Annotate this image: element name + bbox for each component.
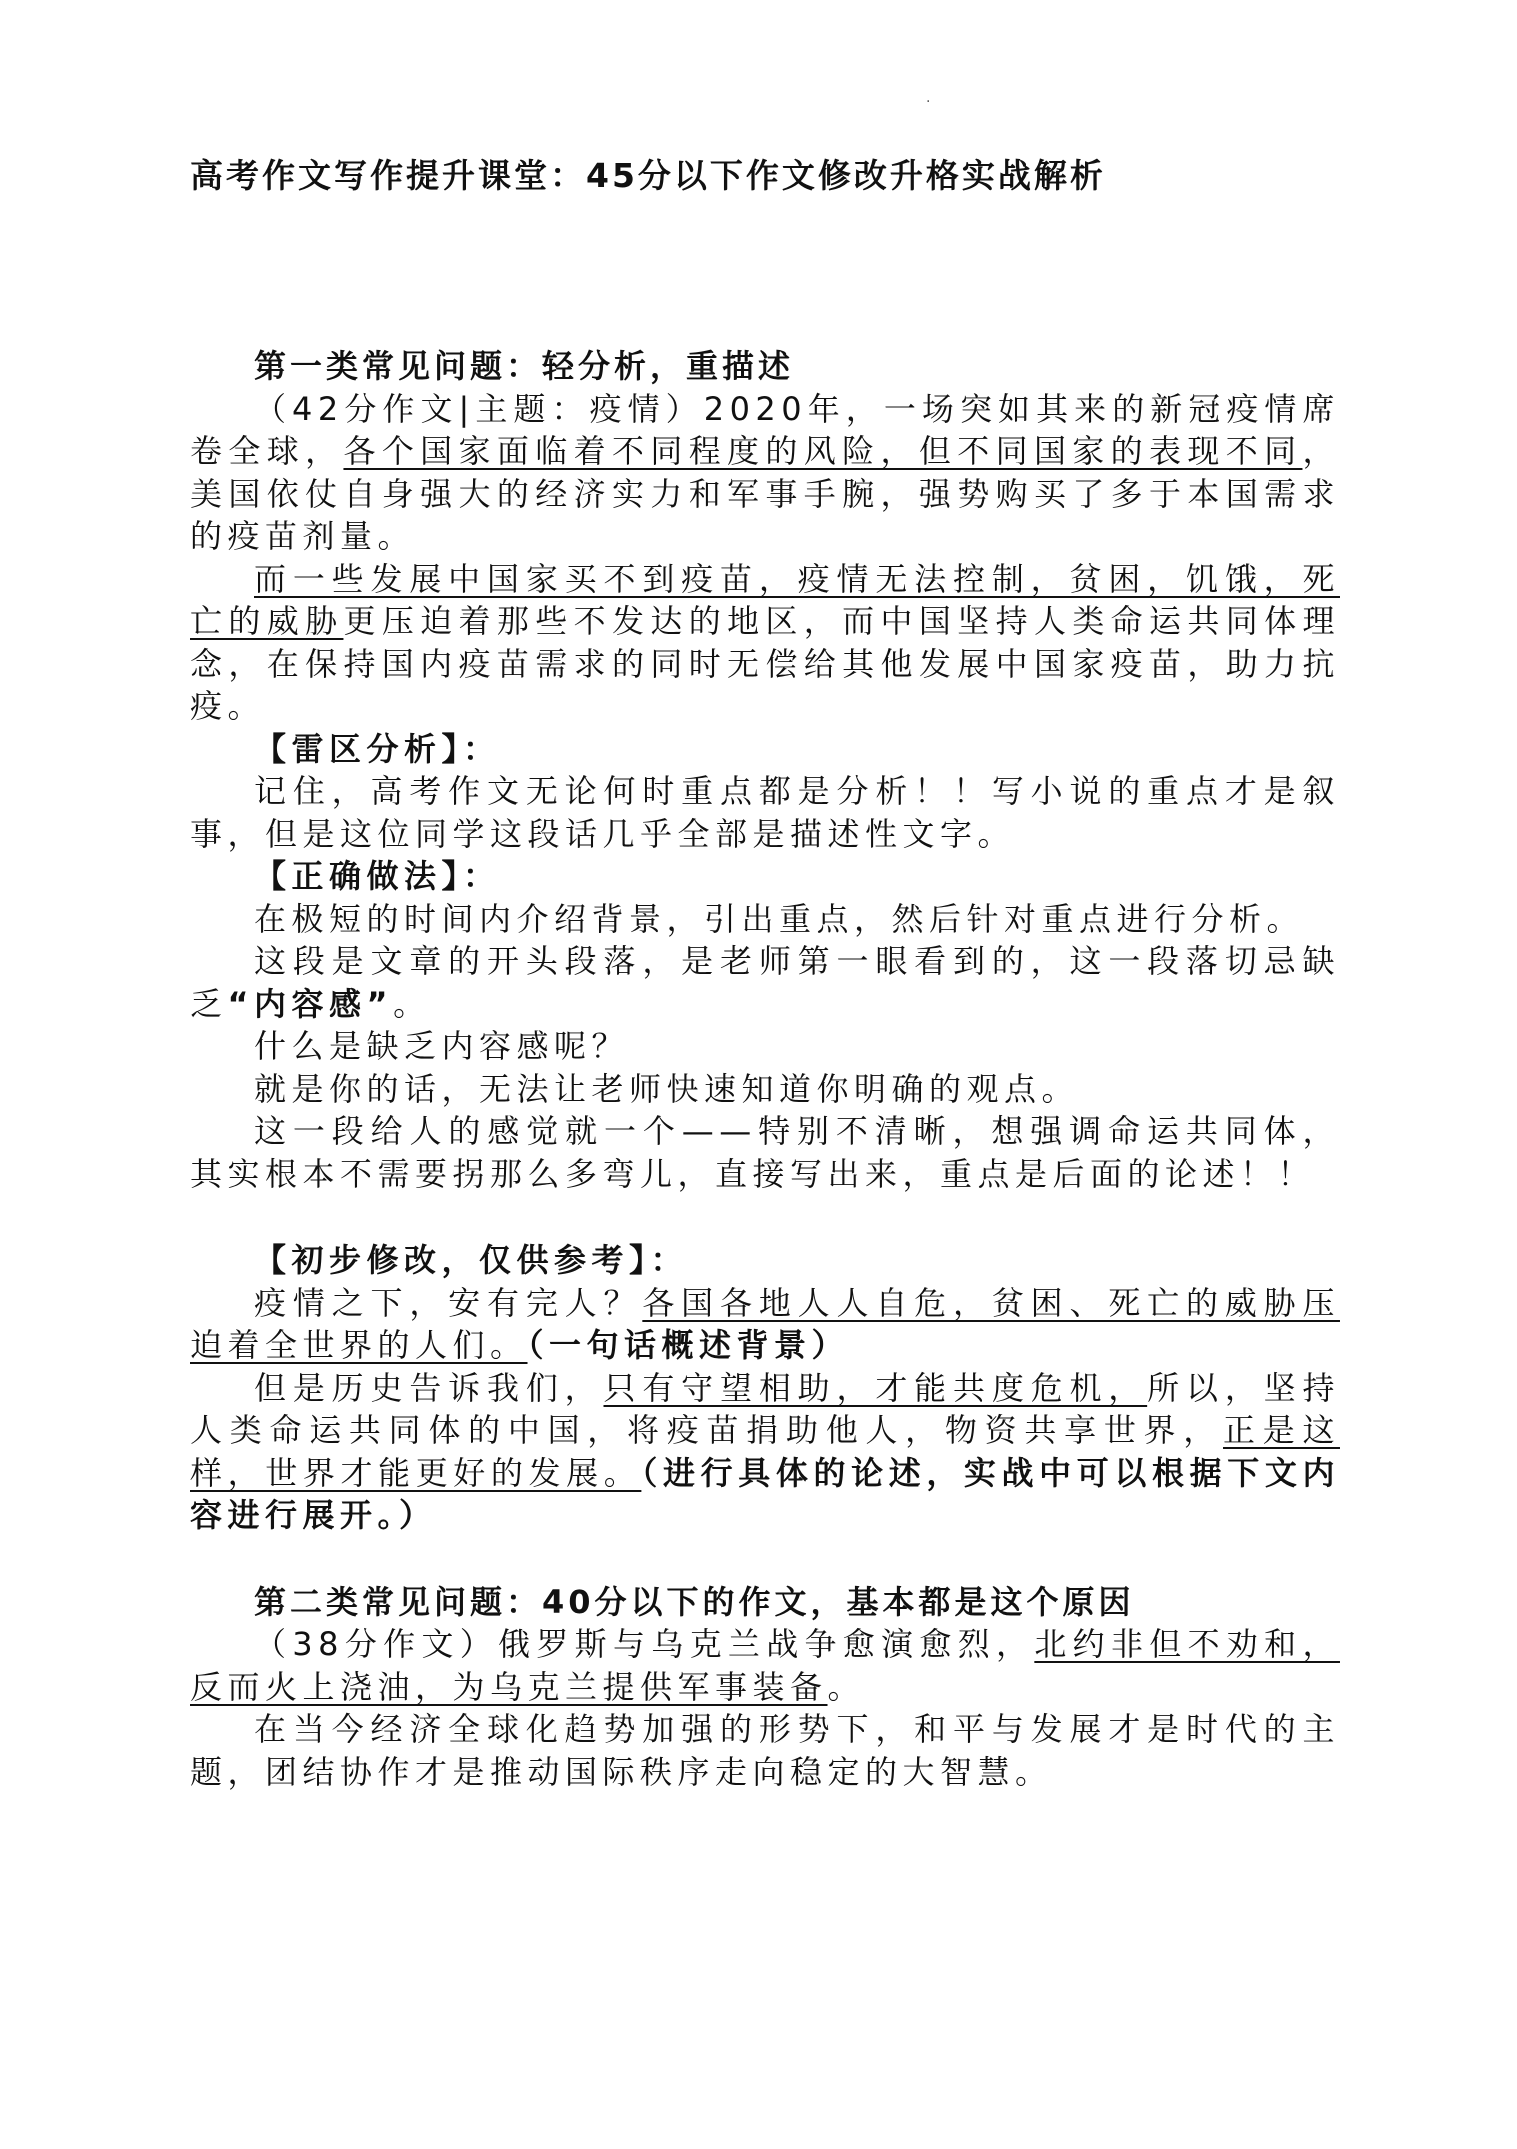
- underlined-text: 正是这样，世界才能更好的发展。: [190, 1411, 1340, 1492]
- text-run: 。: [393, 984, 431, 1023]
- revision-paragraph-2: [190, 1367, 1340, 1537]
- bold-text: （进行具体的论述，实战中可以根据下文内容进行展开。）: [190, 1453, 1340, 1534]
- underlined-text: 各国各地人人自危，贫困、死亡的威胁压迫着全世界的人们。: [190, 1283, 1340, 1364]
- minefield-analysis-text: 记住，高考作文无论何时重点都是分析！！写小说的重点才是叙事，但是这位同学这段话几乎全部是描述性文字。: [190, 772, 1340, 853]
- underlined-text: 只有守望相助，才能共度危机，: [603, 1368, 1148, 1407]
- text-run: 这段是文章的开头段落，是老师第一眼看到的，这一段落切忌缺乏: [190, 942, 1340, 1023]
- question-text: 什么是缺乏内容感呢？: [254, 1027, 630, 1065]
- correct-method-text: 在极短的时间内介绍背景，引出重点，然后针对重点进行分析。: [254, 899, 1305, 938]
- answer-text: 就是你的话，无法让老师快速知道你明确的观点。: [254, 1069, 1080, 1108]
- document-body: [190, 345, 1340, 1793]
- section1-paragraph-1: [190, 388, 1340, 558]
- bold-text: “内容感”: [227, 984, 394, 1023]
- text-run: （38分作文）俄罗斯与乌克兰战争愈演愈烈，: [254, 1625, 1035, 1663]
- section1-heading: 第一类常见问题：轻分析，重描述: [254, 347, 795, 385]
- opening-paragraph-note: [190, 940, 1340, 1025]
- text-run: （42分作文|主题：疫情）2020年，一场突如其来的新冠疫情席卷全球，: [190, 389, 1340, 470]
- underlined-text: 各个国家面临着不同程度的风险，但不同国家的表现不同: [343, 432, 1303, 470]
- bold-text: （一句话概述背景）: [527, 1326, 850, 1364]
- blank-line: [190, 1195, 1340, 1239]
- section2-paragraph-2: 在当今经济全球化趋势加强的形势下，和平与发展才是时代的主题，团结协作才是推动国际秩序走向稳定的大智慧。: [190, 1710, 1340, 1791]
- text-run: 更压迫着那些不发达的地区，而中国坚持人类命运共同体理念，在保持国内疫苗需求的同时无偿给其他发展中国家疫苗，助力抗疫。: [190, 602, 1340, 725]
- revision-paragraph-1: [190, 1282, 1340, 1367]
- section1-paragraph-2: [190, 558, 1340, 728]
- correct-method-label: 【正确做法】：: [254, 857, 501, 895]
- blank-line: [190, 1537, 1340, 1581]
- revision-label: 【初步修改，仅供参考】：: [254, 1241, 689, 1279]
- section2-paragraph-1: [190, 1623, 1340, 1708]
- text-run: 。: [827, 1667, 866, 1706]
- underlined-text: 而一些发展中国家买不到疫苗，疫情无法控制，贫困，饥饿，死亡的威胁: [190, 559, 1340, 640]
- text-run: ，美国依仗自身强大的经济实力和军事手腕，强势购买了多于本国需求的疫苗剂量。: [190, 432, 1340, 555]
- document-title: 高考作文写作提升课堂：45分以下作文修改升格实战解析: [190, 156, 1106, 195]
- section2-heading: 第二类常见问题：40分以下的作文，基本都是这个原因: [254, 1582, 1135, 1621]
- feeling-text: 这一段给人的感觉就一个——特别不清晰，想强调命运共同体，其实根本不需要拐那么多弯儿，直接写出来，重点是后面的论述！！: [190, 1112, 1340, 1193]
- underlined-text: 北约非但不劝和，反而火上浇油，为乌克兰提供军事装备: [190, 1625, 1340, 1706]
- text-run: 疫情之下，安有完人？: [254, 1283, 643, 1322]
- text-run: 所以，坚持人类命运共同体的中国，将疫苗捐助他人，物资共享世界，: [190, 1368, 1340, 1449]
- page-dot: .: [926, 90, 931, 106]
- minefield-analysis-label: 【雷区分析】：: [254, 729, 501, 768]
- text-run: 但是历史告诉我们，: [254, 1368, 604, 1407]
